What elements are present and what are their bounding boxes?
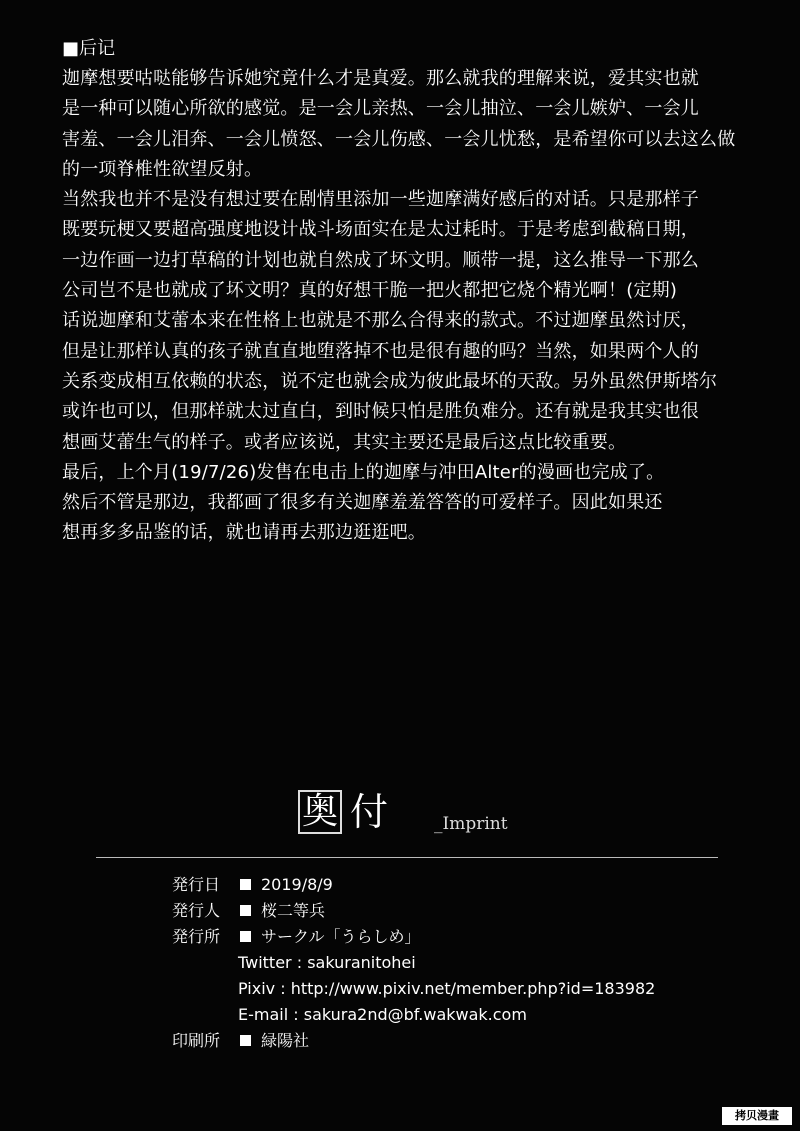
contact-twitter: Twitter : sakuranitohei <box>238 953 416 972</box>
afterword-line: 然后不管是那边，我都画了很多有关迦摩羞羞答答的可爱样子。因此如果还 <box>62 492 663 514</box>
row-value: 桜二等兵 <box>261 901 326 920</box>
colophon-row-printer <box>172 1028 732 1054</box>
contact-email: E-mail : sakura2nd@bf.wakwak.com <box>238 1005 527 1024</box>
row-label: 印刷所 <box>172 1031 221 1050</box>
colophon-row-circle <box>172 924 732 950</box>
afterword-line: 最后，上个月(19/7/26)发售在电击上的迦摩与冲田Alter的漫画也完成了。 <box>62 461 665 483</box>
colophon <box>172 872 732 1054</box>
afterword-line: 当然我也并不是没有想过要在剧情里添加一些迦摩满好感后的对话。只是那样子 <box>62 189 699 211</box>
row-label: 発行人 <box>172 901 221 920</box>
afterword-line: 既要玩梗又要超高强度地设计战斗场面实在是太过耗时。于是考虑到截稿日期， <box>62 219 699 241</box>
bullet-square-icon <box>240 1035 251 1046</box>
afterword-line: 公司岂不是也就成了坏文明？真的好想干脆一把火都把它烧个精光啊！(定期) <box>62 280 678 302</box>
afterword-line: 想再多多品鉴的话，就也请再去那边逛逛吧。 <box>62 522 426 544</box>
afterword-line: 是一种可以随心所欲的感觉。是一会儿亲热、一会儿抽泣、一会儿嫉妒、一会儿 <box>62 98 699 120</box>
bullet-square-icon <box>240 879 251 890</box>
bullet-square-icon <box>240 931 251 942</box>
row-value: 2019/8/9 <box>261 875 333 894</box>
afterword-line: 一边作画一边打草稿的计划也就自然成了坏文明。顺带一提，这么推导一下那么 <box>62 249 699 271</box>
afterword-line: 但是让那样认真的孩子就直直地堕落掉不也是很有趣的吗？当然，如果两个人的 <box>62 340 699 362</box>
row-value: サークル「うらしめ」 <box>261 927 421 946</box>
watermark-logo: 拷贝漫畫 <box>722 1107 792 1125</box>
contact-pixiv: Pixiv : http://www.pixiv.net/member.php?id=183982 <box>238 979 656 998</box>
row-value: 緑陽社 <box>261 1031 310 1050</box>
afterword-line: 的一项脊椎性欲望反射。 <box>62 158 263 180</box>
afterword-section <box>62 34 774 549</box>
imprint-heading <box>298 790 538 850</box>
row-label: 発行日 <box>172 875 221 894</box>
afterword-line: 关系变成相互依赖的状态，说不定也就会成为彼此最坏的天敌。另外虽然伊斯塔尔 <box>62 370 718 392</box>
colophon-row-date <box>172 872 732 898</box>
imprint-kanji-boxed: 奥 <box>298 790 342 834</box>
imprint-subtitle: _Imprint <box>434 814 508 834</box>
afterword-title: ■后记 <box>62 38 116 59</box>
afterword-line: 害羞、一会儿泪奔、一会儿愤怒、一会儿伤感、一会儿忧愁，是希望你可以去这么做 <box>62 128 736 150</box>
bullet-square-icon <box>240 905 251 916</box>
afterword-line: 或许也可以，但那样就太过直白，到时候只怕是胜负难分。还有就是我其实也很 <box>62 401 699 423</box>
row-label: 発行所 <box>172 927 221 946</box>
afterword-line: 迦摩想要咕哒能够告诉她究竟什么才是真爱。那么就我的理解来说，爱其实也就 <box>62 68 699 89</box>
colophon-row-publisher <box>172 898 732 924</box>
afterword-line: 想画艾蕾生气的样子。或者应该说，其实主要还是最后这点比较重要。 <box>62 431 627 453</box>
imprint-divider <box>96 857 718 858</box>
imprint-kanji: 付 <box>350 790 389 834</box>
afterword-line: 话说迦摩和艾蕾本来在性格上也就是不那么合得来的款式。不过迦摩虽然讨厌， <box>62 310 699 332</box>
